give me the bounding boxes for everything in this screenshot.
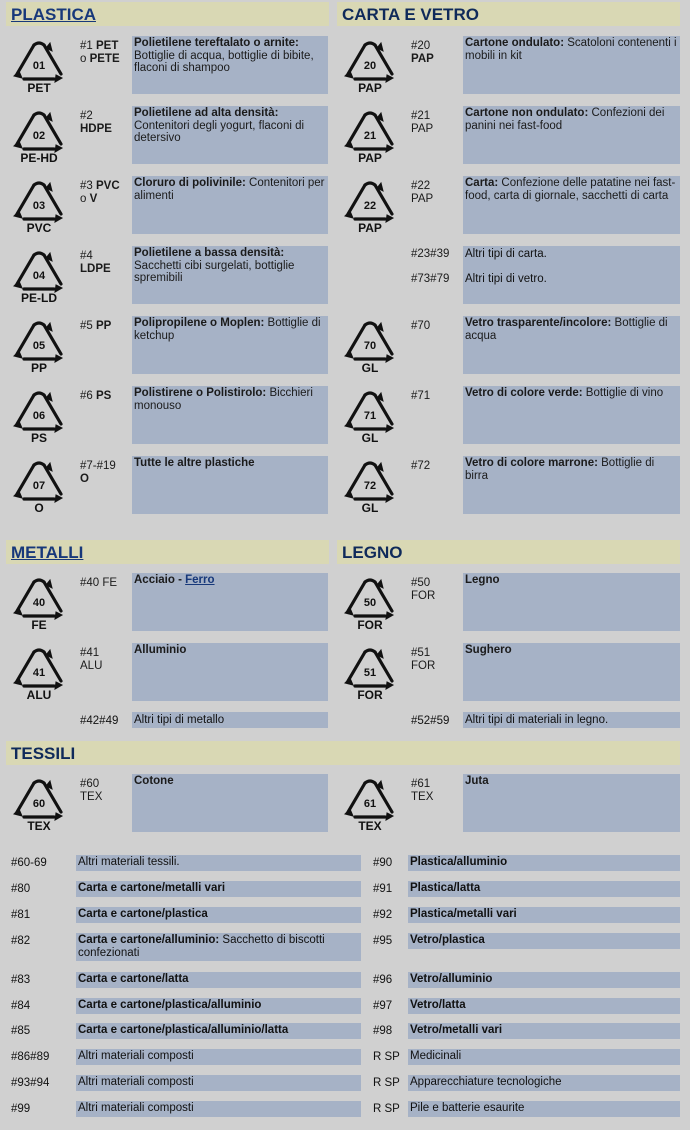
material-name: Cartone non ondulato: bbox=[465, 107, 589, 119]
code-prefix: #2 bbox=[80, 110, 93, 122]
material-examples: Pile e batterie esaurite bbox=[410, 1102, 525, 1114]
composite-row bbox=[11, 1101, 361, 1117]
code-bold: PP bbox=[96, 320, 112, 332]
resin-code: R SP bbox=[373, 1077, 400, 1089]
material-name: Vetro di colore marrone: bbox=[465, 457, 598, 469]
wood-row bbox=[331, 643, 681, 701]
code-line2-bold: LDPE bbox=[80, 263, 111, 275]
section-title-metalli[interactable]: METALLI bbox=[11, 543, 84, 562]
plastic-row bbox=[0, 246, 330, 304]
resin-code bbox=[80, 180, 132, 206]
resin-code bbox=[80, 647, 132, 673]
description-box bbox=[463, 643, 680, 701]
glass-row bbox=[331, 316, 681, 374]
material-name: Vetro/plastica bbox=[410, 934, 485, 946]
recycle-abbr: FE bbox=[31, 618, 47, 631]
recycle-abbr: TEX bbox=[27, 819, 51, 832]
paper-row bbox=[331, 106, 681, 164]
description-box bbox=[76, 1023, 361, 1039]
composite-row bbox=[373, 998, 681, 1014]
code-line2-bold: PETE bbox=[89, 53, 120, 65]
code-prefix: #7-#19 bbox=[80, 460, 116, 472]
recycle-number: 40 bbox=[32, 597, 46, 609]
code-line2-prefix: PAP bbox=[411, 193, 434, 205]
composite-row bbox=[373, 1023, 681, 1039]
composite-row bbox=[11, 1023, 361, 1039]
resin-code: R SP bbox=[373, 1051, 400, 1063]
resin-code: #52#59 bbox=[411, 715, 450, 727]
material-name: Carta e cartone/alluminio: bbox=[78, 934, 220, 946]
composite-row bbox=[373, 933, 681, 949]
textile-row bbox=[0, 774, 350, 832]
plastic-row bbox=[0, 316, 330, 374]
recycle-icon bbox=[10, 645, 68, 701]
composite-row bbox=[11, 998, 361, 1014]
material-examples: Medicinali bbox=[410, 1050, 462, 1062]
code-prefix: #20 bbox=[411, 40, 431, 52]
recycle-number: 60 bbox=[32, 798, 46, 810]
resin-code: #95 bbox=[373, 935, 393, 947]
recycle-number: 72 bbox=[363, 480, 377, 492]
wood-row bbox=[331, 573, 681, 631]
recycle-abbr: PVC bbox=[26, 221, 52, 234]
material-examples: Bottiglie di acqua bbox=[465, 317, 668, 342]
code-bold: PVC bbox=[96, 180, 120, 192]
material-name: Plastica/metalli vari bbox=[410, 908, 517, 920]
section-title-plastica[interactable]: PLASTICA bbox=[11, 5, 96, 24]
glass-row bbox=[331, 386, 681, 444]
metal-row bbox=[0, 643, 330, 701]
recycle-abbr: PAP bbox=[358, 221, 382, 234]
recycle-number: 71 bbox=[363, 410, 377, 422]
resin-code: #42#49 bbox=[80, 715, 119, 727]
description-box bbox=[408, 972, 680, 988]
resin-code bbox=[80, 320, 132, 333]
recycle-abbr: GL bbox=[361, 431, 379, 444]
composite-row bbox=[11, 855, 361, 871]
description-box bbox=[132, 36, 328, 94]
description-box bbox=[408, 1023, 680, 1039]
description-box bbox=[463, 316, 680, 374]
plastic-row bbox=[0, 106, 330, 164]
code-line2-bold: HDPE bbox=[80, 123, 112, 135]
material-name: Tutte le altre plastiche bbox=[134, 457, 255, 469]
resin-code bbox=[411, 320, 463, 333]
composite-row bbox=[373, 855, 681, 871]
resin-code bbox=[411, 180, 463, 206]
recycle-number: 22 bbox=[363, 200, 377, 212]
code-prefix: #21 bbox=[411, 110, 431, 122]
section-title-carta-vetro: CARTA E VETRO bbox=[342, 5, 479, 24]
description-box bbox=[76, 1049, 361, 1065]
composite-row bbox=[11, 972, 361, 988]
resin-code: R SP bbox=[373, 1103, 400, 1115]
section-header-plastica[interactable] bbox=[6, 2, 329, 26]
metal-row bbox=[0, 573, 330, 631]
material-examples: Altri tipi di materiali in legno. bbox=[463, 712, 680, 728]
recycle-icon bbox=[341, 458, 399, 514]
recycle-number: 51 bbox=[363, 667, 377, 679]
material-name: Carta e cartone/latta bbox=[78, 973, 189, 985]
description-box bbox=[132, 456, 328, 514]
composite-row bbox=[11, 933, 361, 959]
code-line2-prefix: o bbox=[80, 53, 90, 65]
resin-code bbox=[411, 40, 463, 66]
material-link[interactable]: Ferro bbox=[185, 574, 215, 586]
code-prefix: #70 bbox=[411, 320, 431, 332]
recycle-number: 20 bbox=[363, 60, 377, 72]
section-header-carta-vetro bbox=[337, 2, 680, 26]
recycle-number: 07 bbox=[32, 480, 46, 492]
plastic-row bbox=[0, 386, 330, 444]
material-name: Vetro/metalli vari bbox=[410, 1024, 503, 1036]
resin-code: #93#94 bbox=[11, 1077, 50, 1089]
material-name: Acciaio - bbox=[134, 574, 186, 586]
material-examples: Altri materiali tessili. bbox=[78, 856, 180, 868]
textile-row bbox=[331, 774, 681, 832]
composite-row bbox=[373, 881, 681, 897]
code-line2-prefix: o bbox=[80, 193, 90, 205]
resin-code: #83 bbox=[11, 974, 31, 986]
recycle-number: 01 bbox=[32, 60, 46, 72]
recycle-icon bbox=[10, 248, 68, 304]
code-prefix: #71 bbox=[411, 390, 431, 402]
resin-code bbox=[411, 778, 463, 804]
material-name: Plastica/latta bbox=[410, 882, 481, 894]
description-box bbox=[132, 573, 328, 631]
recycle-number: 21 bbox=[363, 130, 377, 142]
recycle-abbr: PE-HD bbox=[20, 151, 58, 164]
description-box bbox=[132, 774, 328, 832]
recycle-abbr: GL bbox=[361, 361, 379, 374]
code-bold: PET bbox=[96, 40, 119, 52]
recycle-icon bbox=[10, 388, 68, 444]
resin-code bbox=[80, 40, 132, 66]
description-box bbox=[132, 106, 328, 164]
material-name: Sughero bbox=[465, 644, 512, 656]
description-box bbox=[408, 933, 680, 949]
resin-code bbox=[80, 390, 132, 403]
material-examples: Contenitori per alimenti bbox=[134, 177, 325, 202]
description-box bbox=[76, 933, 361, 961]
recycle-icon bbox=[10, 178, 68, 234]
recycle-abbr: PP bbox=[30, 361, 48, 374]
material-examples: Scatoloni contenenti i mobili in kit bbox=[465, 37, 677, 62]
code-line2-bold: PAP bbox=[411, 53, 434, 65]
other-metal-row bbox=[80, 712, 330, 730]
recycle-icon bbox=[10, 318, 68, 374]
recycle-icon bbox=[341, 38, 399, 94]
description-box bbox=[463, 774, 680, 832]
description-box bbox=[408, 1049, 680, 1065]
material-name: Plastica/alluminio bbox=[410, 856, 508, 868]
material-name: Legno bbox=[465, 574, 500, 586]
description-box bbox=[408, 855, 680, 871]
recycle-icon bbox=[10, 38, 68, 94]
material-name: Cloruro di polivinile: bbox=[134, 177, 246, 189]
material-name: Vetro di colore verde: bbox=[465, 387, 583, 399]
resin-code bbox=[80, 250, 132, 276]
description-box bbox=[463, 36, 680, 94]
description-box bbox=[408, 998, 680, 1014]
material-name: Vetro/alluminio bbox=[410, 973, 493, 985]
description-box bbox=[463, 386, 680, 444]
recycle-number: 02 bbox=[32, 130, 46, 142]
recycle-abbr: PAP bbox=[358, 81, 382, 94]
composite-row bbox=[373, 907, 681, 923]
code-prefix: #51 bbox=[411, 647, 431, 659]
material-name: Juta bbox=[465, 775, 489, 787]
resin-code: #85 bbox=[11, 1025, 31, 1037]
material-examples: Confezioni dei panini nei fast-food bbox=[465, 107, 665, 132]
material-name: Polietilene a bassa densità: bbox=[134, 247, 285, 259]
description-box bbox=[132, 176, 328, 234]
resin-code bbox=[411, 460, 463, 473]
material-examples: Altri tipi di metallo bbox=[132, 712, 328, 728]
code-line2: FOR bbox=[411, 660, 436, 672]
code-line2-bold: O bbox=[80, 473, 89, 485]
recycle-number: 03 bbox=[32, 200, 46, 212]
code-prefix: #6 bbox=[80, 390, 96, 402]
resin-code: #80 bbox=[11, 883, 31, 895]
composite-row bbox=[373, 1101, 681, 1117]
description-box bbox=[408, 881, 680, 897]
code-prefix: #4 bbox=[80, 250, 93, 262]
recycle-icon bbox=[10, 108, 68, 164]
description-box bbox=[76, 855, 361, 871]
resin-code bbox=[411, 577, 463, 603]
material-examples: Bottiglie di ketchup bbox=[134, 317, 321, 342]
resin-code: #92 bbox=[373, 909, 393, 921]
code-prefix: #50 bbox=[411, 577, 431, 589]
material-examples: Altri tipi di carta. bbox=[465, 248, 547, 260]
composite-row bbox=[11, 907, 361, 923]
resin-code: #60-69 bbox=[11, 857, 47, 869]
material-examples: Altri materiali composti bbox=[78, 1102, 194, 1114]
material-examples: Bicchieri monouso bbox=[134, 387, 313, 412]
resin-code: #97 bbox=[373, 1000, 393, 1012]
recycle-abbr: PAP bbox=[358, 151, 382, 164]
composite-row bbox=[373, 1049, 681, 1065]
material-examples: Altri materiali composti bbox=[78, 1050, 194, 1062]
code-line2: FOR bbox=[411, 590, 436, 602]
code-line2-bold: V bbox=[89, 193, 98, 205]
resin-code: #81 bbox=[11, 909, 31, 921]
recycle-abbr: PE-LD bbox=[21, 291, 57, 304]
description-box bbox=[408, 1101, 680, 1117]
resin-code bbox=[411, 390, 463, 403]
other-paper-glass-row bbox=[331, 246, 681, 304]
section-title-tessili: TESSILI bbox=[11, 744, 76, 763]
code-line2: ALU bbox=[80, 660, 103, 672]
code-prefix: #1 bbox=[80, 40, 96, 52]
composite-row bbox=[11, 1049, 361, 1065]
recycle-number: 04 bbox=[32, 270, 46, 282]
composite-row bbox=[11, 881, 361, 897]
recycle-abbr: PET bbox=[27, 81, 51, 94]
code-prefix: #72 bbox=[411, 460, 431, 472]
material-name: Polipropilene o Moplen: bbox=[134, 317, 265, 329]
recycle-number: 61 bbox=[363, 798, 377, 810]
recycle-abbr: ALU bbox=[26, 688, 52, 701]
material-name: Carta e cartone/metalli vari bbox=[78, 882, 226, 894]
recycle-abbr: TEX bbox=[358, 819, 382, 832]
material-examples: Sacchetti cibi surgelati, bottiglie spremibili bbox=[134, 259, 295, 284]
glass-row bbox=[331, 456, 681, 514]
recycle-icon bbox=[10, 776, 68, 832]
code-line2: TEX bbox=[411, 791, 434, 803]
section-title-legno: LEGNO bbox=[342, 543, 403, 562]
recycle-number: 50 bbox=[363, 597, 377, 609]
recycle-number: 05 bbox=[32, 340, 46, 352]
recycle-icon bbox=[341, 318, 399, 374]
resin-code bbox=[411, 110, 463, 136]
material-examples: Altri tipi di vetro. bbox=[465, 273, 547, 285]
resin-code: #23#39 bbox=[411, 248, 450, 260]
composite-row bbox=[373, 972, 681, 988]
code-prefix: #22 bbox=[411, 180, 431, 192]
other-wood-row bbox=[411, 712, 681, 730]
recycle-abbr: O bbox=[34, 501, 44, 514]
material-examples: Sacchetto di biscotti confezionati bbox=[78, 934, 325, 959]
paper-row bbox=[331, 176, 681, 234]
recycle-number: 06 bbox=[32, 410, 46, 422]
paper-row bbox=[331, 36, 681, 94]
resin-code bbox=[80, 778, 132, 804]
code-prefix: #61 bbox=[411, 778, 431, 790]
resin-code: #90 bbox=[373, 857, 393, 869]
resin-code bbox=[80, 110, 132, 136]
description-box bbox=[463, 176, 680, 234]
material-name: Polietilene ad alta densità: bbox=[134, 107, 279, 119]
resin-code: #96 bbox=[373, 974, 393, 986]
description-box bbox=[463, 573, 680, 631]
code-line2-prefix: PAP bbox=[411, 123, 434, 135]
description-box bbox=[408, 1075, 680, 1091]
resin-code: #98 bbox=[373, 1025, 393, 1037]
composite-row bbox=[11, 1075, 361, 1091]
material-examples: Contenitori degli yogurt, flaconi di detersivo bbox=[134, 119, 305, 144]
material-name: Carta e cartone/plastica bbox=[78, 908, 208, 920]
plastic-row bbox=[0, 176, 330, 234]
material-name: Carta e cartone/plastica/alluminio/latta bbox=[78, 1024, 289, 1036]
code-prefix: #5 bbox=[80, 320, 96, 332]
recycle-icon bbox=[341, 388, 399, 444]
code-prefix: #41 bbox=[80, 647, 100, 659]
material-name: Polietilene tereftalato o arnite: bbox=[134, 37, 299, 49]
resin-code: #99 bbox=[11, 1103, 31, 1115]
material-examples: Apparecchiature tecnologiche bbox=[410, 1076, 562, 1088]
material-name: Vetro trasparente/incolore: bbox=[465, 317, 612, 329]
code-bold: PS bbox=[96, 390, 112, 402]
resin-code bbox=[411, 647, 463, 673]
description-box bbox=[76, 1101, 361, 1117]
description-box bbox=[132, 386, 328, 444]
description-box bbox=[76, 972, 361, 988]
description-box bbox=[132, 316, 328, 374]
composite-row bbox=[373, 1075, 681, 1091]
material-name: Carta e cartone/plastica/alluminio bbox=[78, 999, 262, 1011]
resin-code: #82 bbox=[11, 935, 31, 947]
material-examples: Altri materiali composti bbox=[78, 1076, 194, 1088]
recycle-icon bbox=[10, 458, 68, 514]
material-name: Cartone ondulato: bbox=[465, 37, 565, 49]
material-name: Carta: bbox=[465, 177, 499, 189]
plastic-row bbox=[0, 456, 330, 514]
recycle-abbr: FOR bbox=[357, 618, 383, 631]
recycle-number: 70 bbox=[363, 340, 377, 352]
recycle-abbr: GL bbox=[361, 501, 379, 514]
recycle-icon bbox=[341, 575, 399, 631]
resin-code bbox=[80, 577, 132, 590]
recycle-abbr: PS bbox=[30, 431, 48, 444]
recycle-icon bbox=[10, 575, 68, 631]
material-examples: Bottiglie di vino bbox=[582, 387, 664, 399]
material-name: Alluminio bbox=[134, 644, 187, 656]
description-box bbox=[76, 907, 361, 923]
resin-code bbox=[80, 460, 132, 486]
material-name: Vetro/latta bbox=[410, 999, 466, 1011]
code-prefix: #3 bbox=[80, 180, 96, 192]
recycle-icon bbox=[341, 776, 399, 832]
recycle-icon bbox=[341, 178, 399, 234]
resin-code: #84 bbox=[11, 1000, 31, 1012]
material-examples: Bottiglie di acqua, bottiglie di bibite, flaconi di shampoo bbox=[134, 49, 314, 74]
resin-code: #86#89 bbox=[11, 1051, 50, 1063]
section-header-metalli[interactable] bbox=[6, 540, 329, 564]
material-name: Cotone bbox=[134, 775, 174, 787]
recycle-number: 41 bbox=[32, 667, 46, 679]
material-name: Polistirene o Polistirolo: bbox=[134, 387, 267, 399]
description-box bbox=[463, 456, 680, 514]
recycle-abbr: FOR bbox=[357, 688, 383, 701]
section-header-legno bbox=[337, 540, 680, 564]
resin-code: #73#79 bbox=[411, 273, 450, 285]
description-box bbox=[408, 907, 680, 923]
description-box bbox=[132, 246, 328, 304]
material-examples: Bottiglie di birra bbox=[465, 457, 655, 482]
recycle-icon bbox=[341, 108, 399, 164]
description-box bbox=[76, 998, 361, 1014]
section-header-tessili bbox=[6, 741, 680, 765]
plastic-row bbox=[0, 36, 330, 94]
code-prefix: #40 FE bbox=[80, 577, 118, 589]
description-box bbox=[76, 1075, 361, 1091]
resin-code: #91 bbox=[373, 883, 393, 895]
code-line2: TEX bbox=[80, 791, 103, 803]
description-box bbox=[132, 643, 328, 701]
code-prefix: #60 bbox=[80, 778, 100, 790]
recycle-icon bbox=[341, 645, 399, 701]
description-box bbox=[76, 881, 361, 897]
description-box bbox=[463, 106, 680, 164]
material-examples: Confezione delle patatine nei fast-food, carta di giornale, sacchetti di carta bbox=[465, 177, 676, 202]
